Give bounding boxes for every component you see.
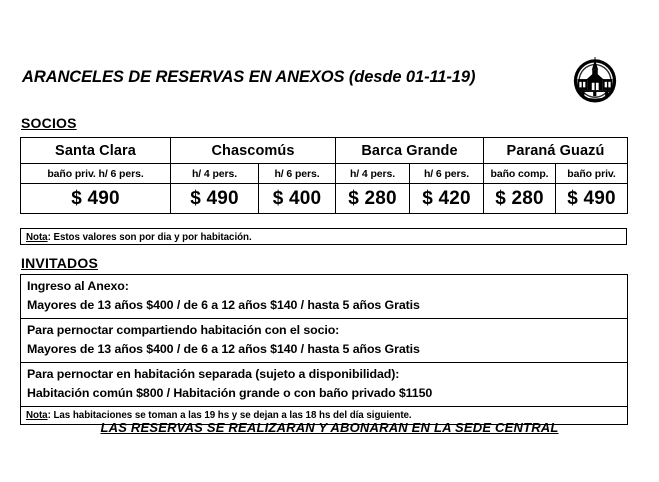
room-type-cell: h/ 4 pers.: [336, 164, 410, 184]
block-detail: Habitación común $800 / Habitación grande o con baño privado $1150: [27, 386, 433, 400]
table-row-prices: [21, 184, 628, 214]
venue-santa-clara: Santa Clara: [21, 138, 171, 164]
price-cell: $ 420: [410, 184, 484, 214]
room-type-cell: h/ 4 pers.: [171, 164, 259, 184]
member-rates-table: [20, 137, 628, 214]
venue-barca-grande: Barca Grande: [336, 138, 484, 164]
price-cell: $ 490: [171, 184, 259, 214]
price-cell: $ 280: [484, 184, 556, 214]
footer-notice: LAS RESERVAS SE REALIZARAN Y ABONARAN EN LA SEDE CENTRAL: [100, 420, 559, 435]
document-header: [0, 60, 659, 110]
room-type-cell: baño priv.: [556, 164, 628, 184]
block-detail: Mayores de 13 años $400 / de 6 a 12 años $140 / hasta 5 años Gratis: [27, 342, 420, 356]
table-row: [21, 319, 628, 363]
room-type-cell: h/ 6 pers.: [410, 164, 484, 184]
price-cell: $ 400: [259, 184, 336, 214]
section-heading-invitados: INVITADOS: [21, 255, 98, 271]
room-type-cell: baño comp.: [484, 164, 556, 184]
note-text: : Las habitaciones se toman a las 19 hs y se dejan a las 18 hs del día siguiente.: [47, 410, 412, 421]
club-crest-icon: [572, 56, 618, 104]
table-row: [21, 363, 628, 407]
members-note: [20, 228, 627, 245]
venue-parana-guazu: Paraná Guazú: [484, 138, 628, 164]
room-type-cell: baño priv. h/ 6 pers.: [21, 164, 171, 184]
guest-rates-table: [20, 274, 628, 425]
note-label: Nota: [26, 410, 48, 421]
price-cell: $ 490: [556, 184, 628, 214]
guest-block-separate-room: [21, 363, 628, 407]
guest-block-shared-room: [21, 319, 628, 363]
section-heading-socios: SOCIOS: [21, 115, 77, 131]
table-row-venues: [21, 138, 628, 164]
table-row-room-types: [21, 164, 628, 184]
block-heading: Para pernoctar compartiendo habitación con el socio:: [27, 323, 340, 337]
price-cell: $ 490: [21, 184, 171, 214]
note-label: Nota: [26, 232, 48, 243]
block-heading: Ingreso al Anexo:: [27, 279, 129, 293]
price-cell: $ 280: [336, 184, 410, 214]
venue-chascomus: Chascomús: [171, 138, 336, 164]
guest-block-entry: [21, 275, 628, 319]
block-detail: Mayores de 13 años $400 / de 6 a 12 años $140 / hasta 5 años Gratis: [27, 298, 420, 312]
note-text: : Estos valores son por dia y por habitación.: [47, 232, 252, 243]
table-row: [21, 275, 628, 319]
room-type-cell: h/ 6 pers.: [259, 164, 336, 184]
block-heading: Para pernoctar en habitación separada (sujeto a disponibilidad):: [27, 367, 400, 381]
page-title: ARANCELES DE RESERVAS EN ANEXOS (desde 01-11-19): [22, 68, 476, 86]
